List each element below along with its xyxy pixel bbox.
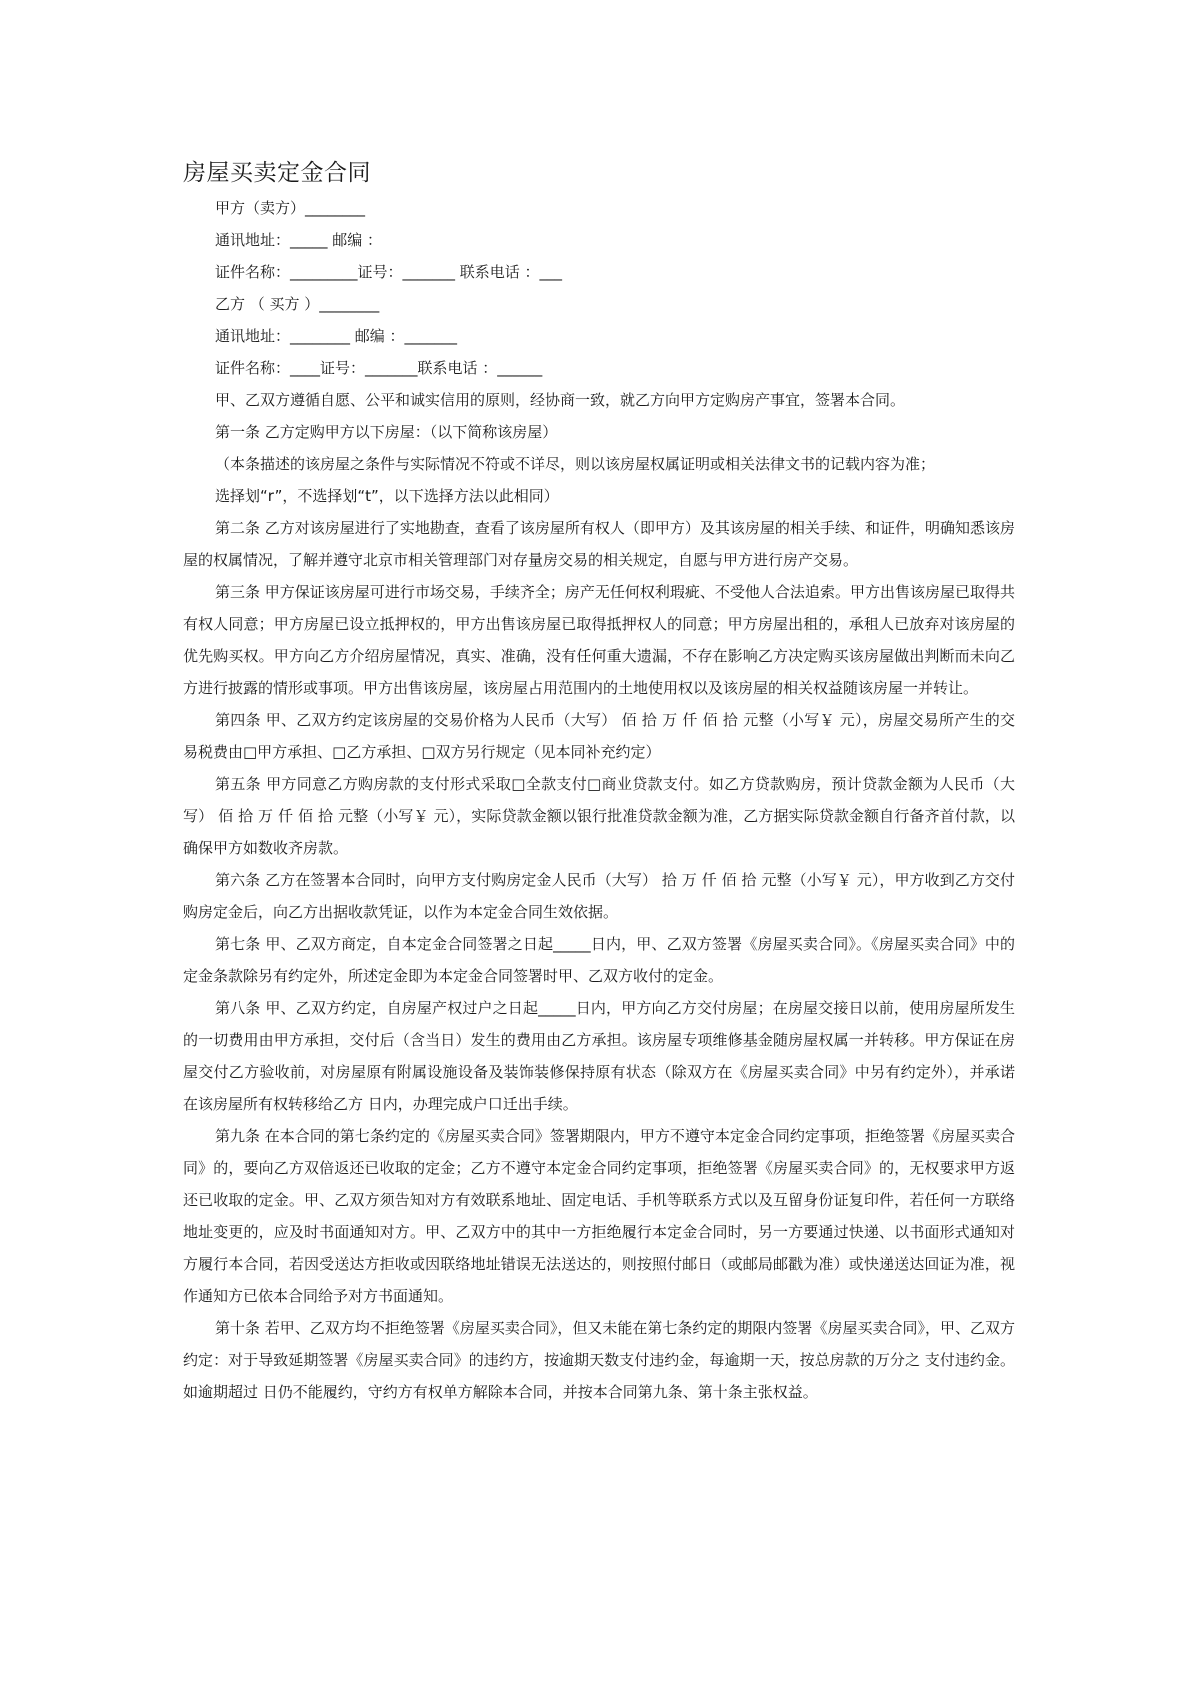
article-5: 第五条 甲方同意乙方购房款的支付形式采取□全款支付□商业贷款支付。如乙方贷款购房，预计贷款金额为人民币（大写） 佰 拾 万 仟 佰 拾 元整（小写￥ 元），实际贷款金额以银行批准贷款金额为准，乙方据实际贷款金额自行备齐首付款，以确保甲方如数收齐房款。 (183, 775, 1015, 857)
contract-page (183, 158, 1015, 1408)
article-10: 第十条 若甲、乙双方均不拒绝签署《房屋买卖合同》，但又未能在第七条约定的期限内签署《房屋买卖合同》，甲、乙双方约定：对于导致延期签署《房屋买卖合同》的违约方，按逾期天数支付违约金，每逾期一天，按总房款的万分之 支付违约金。如逾期超过 日仍不能履约，守约方有权单方解除本合同，并按本合同第九条、第十条主张权益。 (183, 1319, 1015, 1401)
article-1-line: 第一条 乙方定购甲方以下房屋：（以下简称该房屋） (215, 423, 558, 441)
article-4: 第四条 甲、乙双方约定该房屋的交易价格为人民币（大写） 佰 拾 万 仟 佰 拾 元整（小写￥ 元），房屋交易所产生的交易税费由□甲方承担、□乙方承担、□双方另行规定（见本同补充约定） (183, 711, 1015, 761)
preamble-line: 甲、乙双方遵循自愿、公平和诚实信用的原则，经协商一致，就乙方向甲方定购房产事宜，签署本合同。 (215, 391, 906, 409)
article-7: 第七条 甲、乙双方商定，自本定金合同签署之日起_____日内，甲、乙双方签署《房屋买卖合同》。《房屋买卖合同》中的定金条款除另有约定外，所述定金即为本定金合同签署时甲、乙双方收付的定金。 (183, 935, 1015, 985)
document-title: 房屋买卖定金合同 (183, 160, 371, 186)
article-3: 第三条 甲方保证该房屋可进行市场交易，手续齐全；房产无任何权利瑕疵、不受他人合法追索。甲方出售该房屋已取得共有权人同意；甲方房屋已设立抵押权的，甲方出售该房屋已取得抵押权人的同意；甲方房屋出租的，承租人已放弃对该房屋的优先购买权。甲方向乙方介绍房屋情况，真实、准确，没有任何重大遗漏，不存在影响乙方决定购买该房屋做出判断而未向乙方进行披露的情形或事项。甲方出售该房屋，该房屋占用范围内的土地使用权以及该房屋的相关权益随该房屋一并转让。 (183, 583, 1015, 697)
buyer-id-line: 证件名称：____证号：_______联系电话 ：______ (215, 359, 543, 377)
article-1-note-line: （本条描述的该房屋之条件与实际情况不符或不详尽，则以该房屋权属证明或相关法律文书的记载内容为准； (215, 455, 936, 473)
seller-line: 甲方（卖方）________ (215, 199, 366, 217)
seller-address-line: 通讯地址：_____ 邮编 ： (215, 231, 383, 249)
article-9: 第九条 在本合同的第七条约定的《房屋买卖合同》签署期限内，甲方不遵守本定金合同约定事项，拒绝签署《房屋买卖合同》的，要向乙方双倍返还已收取的定金；乙方不遵守本定金合同约定事项，拒绝签署《房屋买卖合同》的，无权要求甲方返还已收取的定金。甲、乙双方须告知对方有效联系地址、固定电话、手机等联系方式以及互留身份证复印件，若任何一方联络地址变更的，应及时书面通知对方。甲、乙双方中的其中一方拒绝履行本定金合同时，另一方要通过快递、以书面形式通知对方履行本合同，若因受送达方拒收或因联络地址错误无法送达的，则按照付邮日（或邮局邮戳为准）或快递送达回证为准，视作通知方已依本合同给予对方书面通知。 (183, 1127, 1015, 1305)
seller-id-line: 证件名称：_________证号：_______ 联系电话 ：___ (215, 263, 563, 281)
article-1-choice-line: 选择划“r”，不选择划“t”，以下选择方法以此相同） (215, 487, 559, 505)
article-2: 第二条 乙方对该房屋进行了实地勘查，查看了该房屋所有权人（即甲方）及其该房屋的相关手续、和证件，明确知悉该房屋的权属情况，了解并遵守北京市相关管理部门对存量房交易的相关规定，自愿与甲方进行房产交易。 (183, 519, 1015, 569)
buyer-address-line: 通讯地址：________ 邮编 ：_______ (215, 327, 458, 345)
buyer-line: 乙方 （ 买方 ）________ (215, 295, 380, 313)
article-6: 第六条 乙方在签署本合同时，向甲方支付购房定金人民币（大写） 拾 万 仟 佰 拾 元整（小写￥ 元），甲方收到乙方交付购房定金后，向乙方出据收款凭证，以作为本定金合同生效依据。 (183, 871, 1015, 921)
article-8: 第八条 甲、乙双方约定，自房屋产权过户之日起_____日内，甲方向乙方交付房屋；在房屋交接日以前，使用房屋所发生的一切费用由甲方承担，交付后（含当日）发生的费用由乙方承担。该房屋专项维修基金随房屋权属一并转移。甲方保证在房屋交付乙方验收前，对房屋原有附属设施设备及装饰装修保持原有状态（除双方在《房屋买卖合同》中另有约定外），并承诺在该房屋所有权转移给乙方 日内，办理完成户口迁出手续。 (183, 999, 1015, 1113)
